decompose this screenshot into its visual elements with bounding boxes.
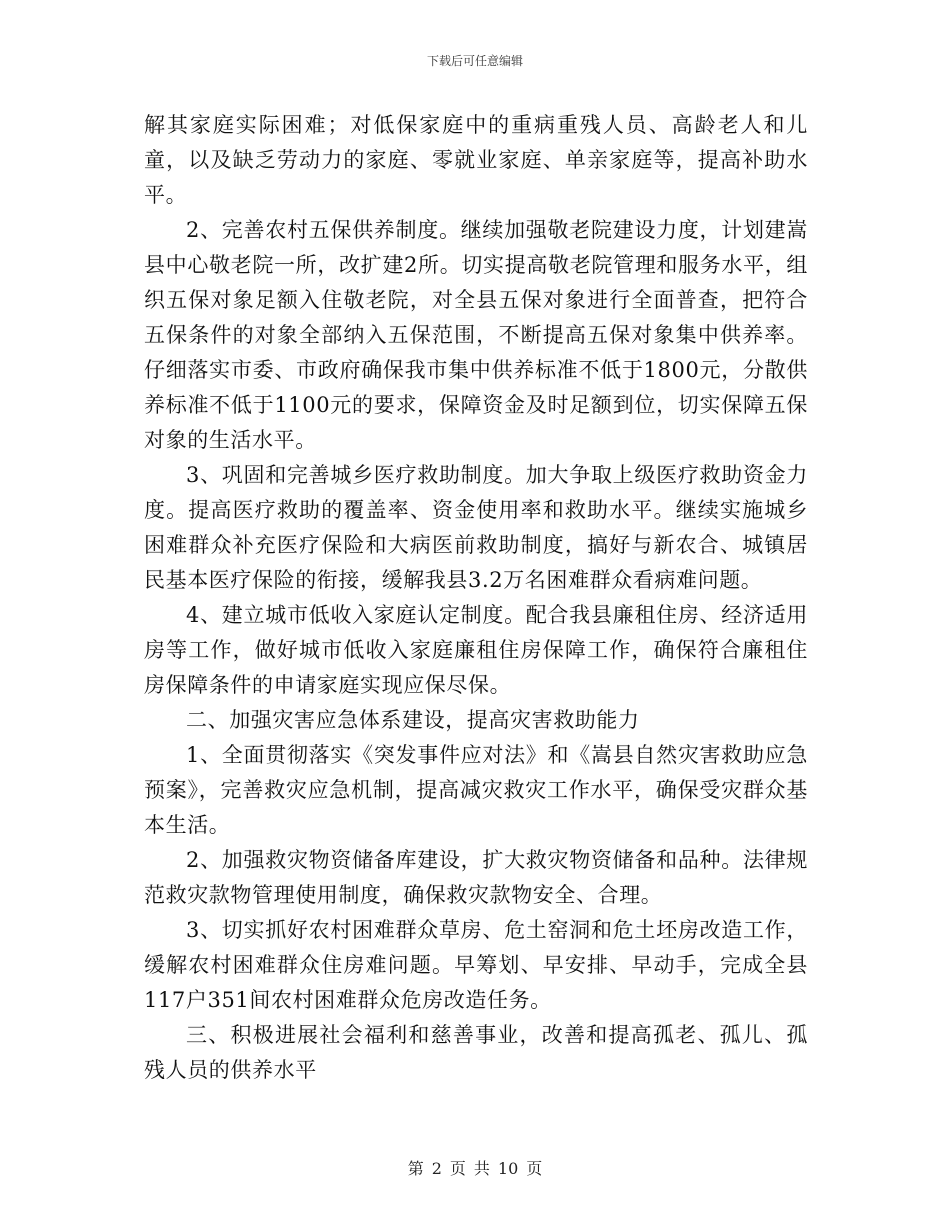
page-header: 下载后可任意编辑 (426, 54, 523, 68)
footer-suffix: 页 (526, 1159, 543, 1178)
paragraph-continued: 解其家庭实际困难；对低保家庭中的重病重残人员、高龄老人和儿童，以及缺乏劳动力的家庭、零就业家庭、单亲家庭等，提高补助水平。 (144, 113, 808, 207)
footer-total-label: 共 (473, 1159, 490, 1178)
paragraph: 2、加强救灾物资储备库建设，扩大救灾物资储备和品种。法律规范救灾款物管理使用制度，确保救灾款物安全、合理。 (144, 848, 808, 907)
paragraph: 2、完善农村五保供养制度。继续加强敬老院建设力度，计划建嵩县中心敬老院一所，改扩建2所。切实提高敬老院管理和服务水平，组织五保对象足额入住敬老院，对全县五保对象进行全面普查，把符合五保条件的对象全部纳入五保范围，不断提高五保对象集中供养率。仔细落实市委、市政府确保我市集中供养标准不低于1800元，分散供养标准不低于1100元的要求，保障资金及时足额到位，切实保障五保对象的生活水平。 (144, 218, 808, 452)
paragraph: 1、全面贯彻落实《突发事件应对法》和《嵩县自然灾害救助应急预案》，完善救灾应急机制，提高减灾救灾工作水平，确保受灾群众基本生活。 (144, 743, 808, 837)
page-number: 2 (431, 1159, 442, 1178)
paragraph: 3、巩固和完善城乡医疗救助制度。加大争取上级医疗救助资金力度。提高医疗救助的覆盖率、资金使用率和救助水平。继续实施城乡困难群众补充医疗保险和大病医前救助制度，搞好与新农合、城镇居民基本医疗保险的衔接，缓解我县3.2万名困难群众看病难问题。 (144, 463, 808, 592)
page-footer (0, 1156, 950, 1179)
footer-prefix: 第 (407, 1159, 424, 1178)
total-pages: 10 (497, 1159, 519, 1178)
document-body (144, 108, 808, 1088)
section-heading: 二、加强灾害应急体系建设，提高灾害救助能力 (186, 708, 640, 732)
footer-page-label: 页 (449, 1159, 466, 1178)
paragraph: 4、建立城市低收入家庭认定制度。配合我县廉租住房、经济适用房等工作，做好城市低收入家庭廉租住房保障工作，确保符合廉租住房保障条件的申请家庭实现应保尽保。 (144, 603, 808, 697)
paragraph: 3、切实抓好农村困难群众草房、危土窑洞和危土坯房改造工作，缓解农村困难群众住房难问题。早筹划、早安排、早动手，完成全县117户351间农村困难群众危房改造任务。 (144, 918, 808, 1012)
section-heading: 三、积极进展社会福利和慈善事业，改善和提高孤老、孤儿、孤残人员的供养水平 (144, 1023, 808, 1082)
